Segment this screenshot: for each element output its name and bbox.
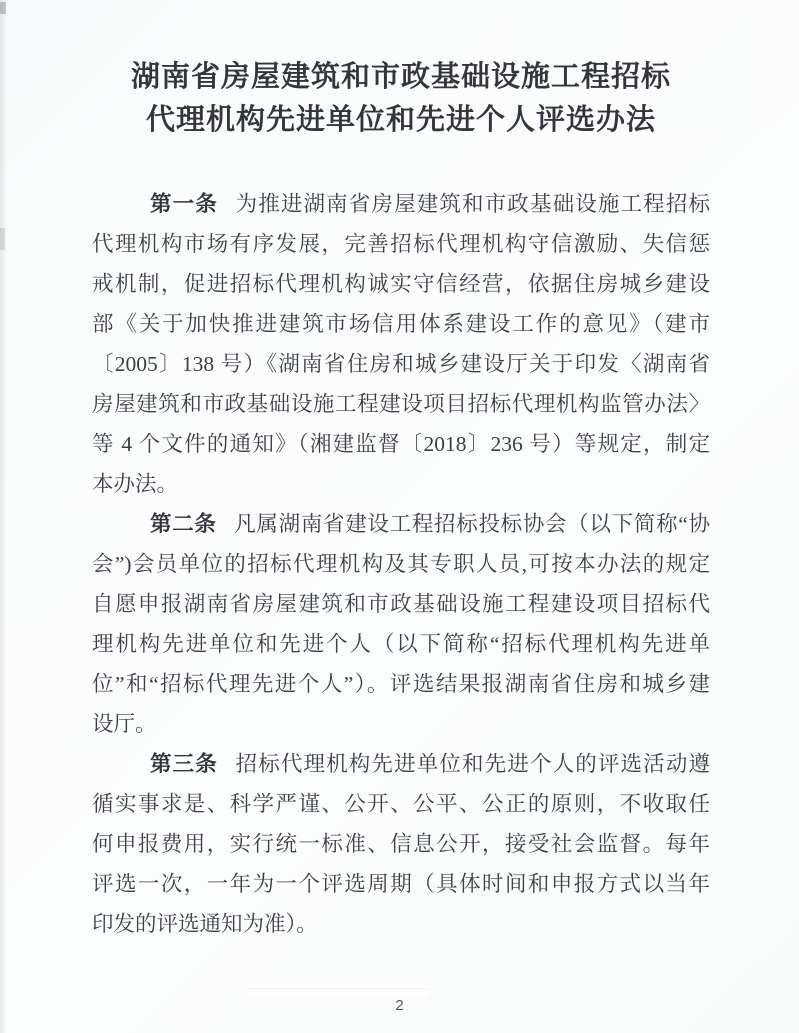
title-line-1: 湖南省房屋建筑和市政基础设施工程招标 [130,61,671,93]
paragraph [92,744,710,944]
text-line: 部《关于加快推进建筑市场信用体系建设工作的意见》（建市 [92,312,710,336]
text-line: 本办法。 [92,472,179,496]
text-line: 何申报费用，实行统一标准、信息公开，接受社会监督。每年 [92,832,710,856]
text-line: 位”和“招标代理先进个人”）。评选结果报湖南省住房和城乡建 [92,672,710,696]
text-line: 印发的评选通知为准）。 [92,912,318,936]
scan-artifact [0,228,5,250]
text-line: 戒机制，促进招标代理机构诚实守信经营，依据住房城乡建设 [92,272,710,296]
article-first-line-text: 招标代理机构先进单位和先进个人的评选活动遵 [235,752,710,776]
article-number: 第三条 [150,752,218,776]
title-line-2: 代理机构先进单位和先进个人评选办法 [145,104,656,136]
article-number: 第二条 [150,512,217,536]
scan-artifact [248,988,428,997]
text-line: 评选一次，一年为一个评选周期（具体时间和申报方式以当年 [92,872,710,896]
scan-artifact [0,2,6,14]
article-first-line-text: 凡属湖南省建设工程招标投标协会（以下简称“协 [234,512,710,536]
text-line: 〔2005〕138 号）《湖南省住房和城乡建设厅关于印发〈湖南省 [92,352,710,376]
paragraph [92,184,710,504]
text-line [92,184,710,224]
text-line: 自愿申报湖南省房屋建筑和市政基础设施工程建设项目招标代 [92,592,710,616]
text-line: 设厅。 [92,712,157,736]
page-number: 2 [395,997,404,1014]
article-first-line-text: 为推进湖南省房屋建筑和市政基础设施工程招标 [235,192,710,216]
document-title [92,56,710,142]
text-line: 房屋建筑和市政基础设施工程建设项目招标代理机构监管办法〉 [92,392,710,416]
text-line [92,504,710,544]
text-line: 循实事求是、科学严谨、公开、公平、公正的原则，不收取任 [92,792,710,816]
text-line: 会”)会员单位的招标代理机构及其专职人员,可按本办法的规定 [92,552,710,576]
text-line: 等 4 个文件的通知》（湘建监督〔2018〕236 号）等规定，制定 [92,432,710,456]
text-line: 理机构先进单位和先进个人（以下简称“招标代理机构先进单 [92,632,710,656]
article-number: 第一条 [150,192,218,216]
scan-edge-shading [0,0,7,1033]
text-line: 代理机构市场有序发展，完善招标代理机构守信激励、失信惩 [92,232,710,256]
text-line [92,744,710,784]
paragraph [92,504,710,744]
document-body [92,184,710,944]
